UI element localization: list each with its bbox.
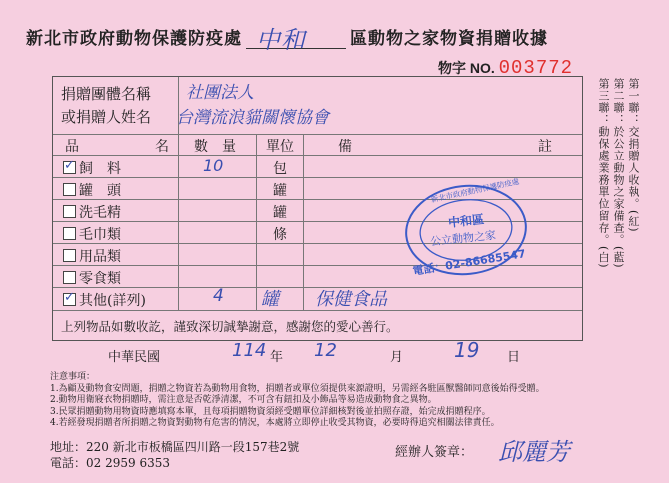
checkbox-checked[interactable]: ✓ (64, 290, 75, 305)
checkbox[interactable] (63, 183, 76, 196)
donor-name-1: 社團法人 (186, 83, 254, 103)
item-name: 零食類 (79, 271, 121, 287)
side-copy-2: 第二聯：於公立動物之家備查。(藍) (612, 78, 625, 269)
divider (178, 134, 179, 310)
checkbox[interactable] (63, 227, 76, 240)
handler-label: 經辦人簽章： (395, 445, 474, 460)
thanks-text: 上列物品如數收訖，謹致深切誠摯謝意，感謝您的愛心善行。 (61, 319, 399, 334)
divider (53, 310, 582, 311)
divider (303, 134, 304, 310)
date-month: 12 (314, 340, 337, 361)
note-item: 1.為顧及動物食安問題，捐贈之物資若為動物用食物，捐贈者或單位須提供來源證明，另需經各駐區獸醫師同意後始得受贈。 (50, 383, 545, 394)
footer-phone: 電話：02 2959 6353 (50, 456, 170, 470)
serial-label: 物字 NO. (438, 60, 495, 76)
note-item: 4.若經發現捐贈者所捐贈之物資對動物有危害的情況，本處將立即停止收受其物資，必要時得追究相關法律責任。 (50, 418, 500, 428)
divider (53, 155, 582, 156)
district-blank (246, 26, 346, 54)
item-unit: 罐 (261, 289, 279, 310)
checkbox[interactable] (63, 205, 76, 218)
item-note: 保健食品 (315, 289, 387, 310)
notes-heading: 注意事項： (50, 372, 96, 382)
item-name: 用品類 (79, 249, 121, 265)
notes (50, 372, 545, 430)
header-qty: 數 量 (194, 139, 236, 155)
item-unit: 條 (273, 227, 287, 243)
footer-address: 地址：220 新北市板橋區四川路一段157巷2號 (50, 440, 300, 454)
note-item: 2.動物用衛寢衣物捐贈時，需注意是否乾淨清潔，不可含有鈕扣及小飾品等易造成動物食之異物。 (50, 395, 437, 405)
divider (256, 134, 257, 310)
title-suffix: 區動物之家物資捐贈收據 (350, 29, 548, 49)
date-era: 中華民國 (108, 350, 161, 365)
district-handwritten: 中和 (256, 26, 306, 54)
side-copy-1: 第一聯：交捐贈人收執。(紅) (627, 78, 640, 233)
checkbox-checked[interactable]: ✓ (64, 158, 75, 173)
date-month-label: 月 (390, 350, 404, 365)
item-name: 毛巾類 (79, 227, 121, 243)
item-unit: 包 (273, 161, 287, 177)
donor-label-1: 捐贈團體名稱 (61, 85, 152, 103)
header-item-2: 名 (155, 139, 169, 155)
header-note-2: 註 (538, 139, 552, 155)
header-item-1: 品 (65, 139, 79, 155)
item-qty: 4 (213, 286, 224, 306)
donor-label-2: 或捐贈人姓名 (61, 108, 152, 126)
side-copy-3: 第三聯：動保處業務單位留存。(白) (597, 78, 610, 269)
title-prefix: 新北市政府動物保護防疫處 (26, 29, 242, 49)
receipt-title (26, 24, 548, 54)
item-name: 其他(詳列) (79, 293, 146, 309)
item-name: 飼 料 (79, 161, 121, 177)
checkbox[interactable] (63, 271, 76, 284)
note-item: 3.民眾捐贈動物用物資時應填寫本單，且每項捐贈物資須經受贈單位詳細核對後並拍照存證，始完成捐贈程序。 (50, 406, 491, 417)
date-day-label: 日 (507, 350, 521, 365)
checkbox[interactable] (63, 249, 76, 262)
stamp-district: 中和區 (447, 212, 485, 230)
serial-value: 003772 (498, 57, 574, 79)
date-day: 19 (454, 338, 480, 362)
date-row (52, 338, 583, 366)
stamp-phone: 電話：02-86685547 (411, 247, 527, 278)
item-qty: 10 (203, 156, 224, 175)
date-year-label: 年 (270, 350, 284, 365)
donor-name-2: 台灣流浪貓關懷協會 (176, 108, 329, 128)
divider (53, 134, 582, 135)
item-name: 洗毛精 (79, 205, 121, 221)
stamp-top-text: 新北市政府動物保護防疫處 (430, 176, 520, 205)
stamp-name: 公立動物之家 (429, 228, 497, 249)
handler-signature: 邱麗芳 (498, 438, 570, 466)
date-year: 114 (232, 340, 267, 361)
item-name: 罐 頭 (79, 183, 121, 199)
item-unit: 罐 (273, 183, 287, 199)
header-note-1: 備 (338, 139, 352, 155)
header-unit: 單位 (266, 139, 294, 155)
item-unit: 罐 (273, 205, 287, 221)
official-stamp (402, 176, 530, 278)
